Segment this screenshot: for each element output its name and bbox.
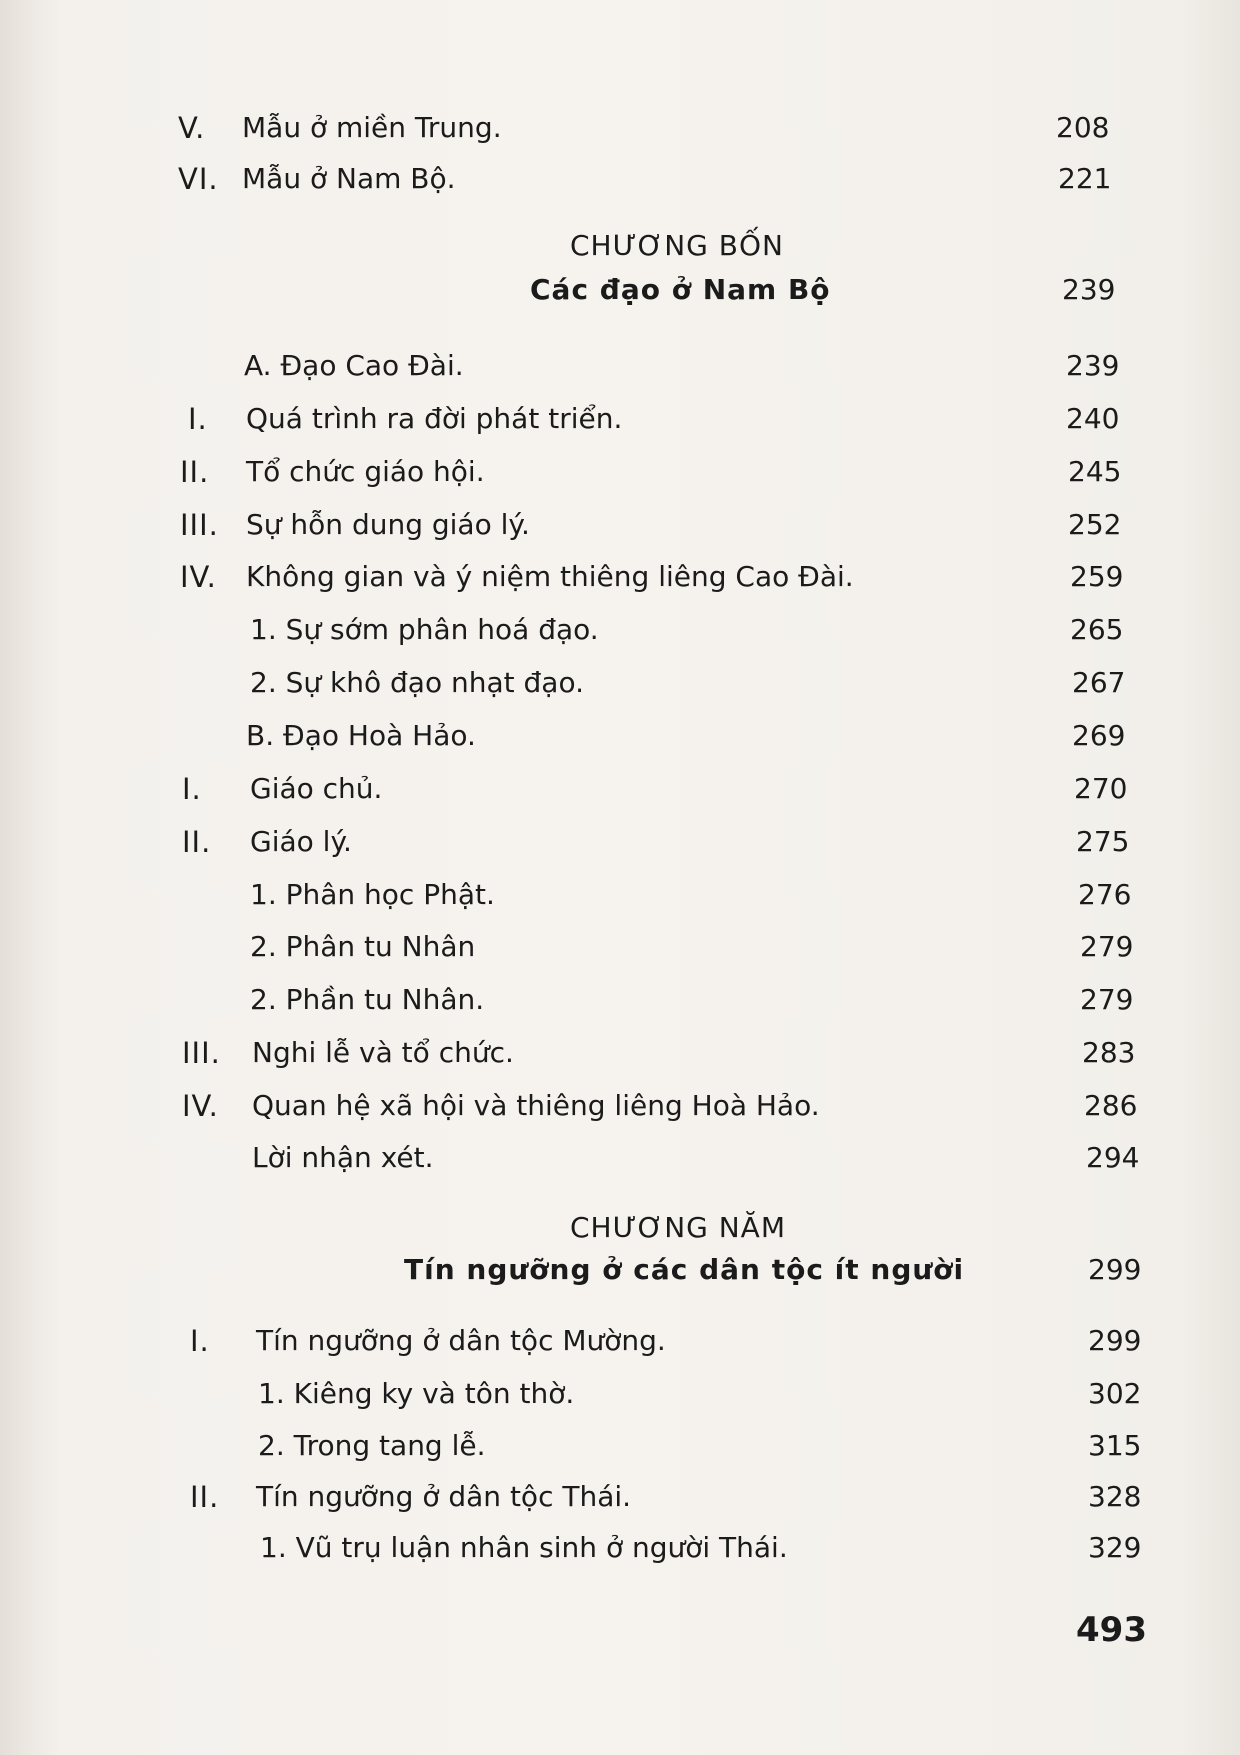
toc-entry (0, 604, 1240, 656)
toc-entry-title: Quan hệ xã hội và thiêng liêng Hoà Hảo. (252, 1089, 820, 1122)
toc-entry-title: 1. Phân học Phật. (250, 878, 495, 911)
toc-entry-page: 286 (1084, 1089, 1138, 1122)
toc-entry-title: Tổ chức giáo hội. (246, 455, 485, 488)
chapter-label: CHƯƠNG BỐN (570, 229, 784, 262)
toc-entry-page: 252 (1068, 508, 1122, 541)
toc-entry-page: 208 (1056, 111, 1110, 144)
chapter-label: CHƯƠNG NĂM (570, 1211, 786, 1244)
toc-entry (0, 551, 1240, 603)
toc-entry-number: II. (182, 825, 212, 859)
toc-entry (0, 1471, 1240, 1523)
chapter-page: 239 (1062, 273, 1116, 306)
toc-entry (0, 869, 1240, 921)
toc-entry-page: 276 (1078, 878, 1132, 911)
toc-entry-page: 265 (1070, 613, 1124, 646)
chapter-title: Các đạo ở Nam Bộ (530, 273, 831, 306)
toc-entry-title: Giáo lý. (250, 825, 352, 858)
toc-entry (0, 446, 1240, 498)
toc-entry-title: 2. Sự khô đạo nhạt đạo. (250, 666, 584, 699)
toc-entry-title: Quá trình ra đời phát triển. (246, 402, 623, 435)
toc-entry-page: 267 (1072, 666, 1126, 699)
toc-entry-page: 279 (1080, 930, 1134, 963)
chapter-title: Tín ngưỡng ở các dân tộc ít người (404, 1253, 965, 1286)
toc-entry-number: III. (180, 508, 219, 542)
toc-entry-number: II. (180, 455, 210, 489)
toc-entry-page: 245 (1068, 455, 1122, 488)
toc-entry-page: 315 (1088, 1429, 1142, 1462)
toc-entry (0, 499, 1240, 551)
toc-entry (0, 153, 1240, 205)
toc-entry (0, 393, 1240, 445)
toc-entry-number: II. (190, 1480, 220, 1514)
toc-entry-title: Giáo chủ. (250, 772, 383, 805)
toc-entry-number: IV. (182, 1089, 219, 1123)
toc-entry-page: 283 (1082, 1036, 1136, 1069)
toc-entry (0, 1368, 1240, 1420)
toc-entry (0, 1522, 1240, 1574)
toc-entry-number: IV. (180, 560, 217, 594)
toc-entry (0, 340, 1240, 392)
toc-entry (0, 1420, 1240, 1472)
toc-entry-number: III. (182, 1036, 221, 1070)
toc-entry-title: B. Đạo Hoà Hảo. (246, 719, 476, 752)
toc-entry-title: 2. Trong tang lễ. (258, 1429, 486, 1462)
toc-entry-title: Sự hỗn dung giáo lý. (246, 508, 530, 541)
page-number: 493 (1076, 1610, 1147, 1650)
toc-entry (0, 1080, 1240, 1132)
toc-entry-title: 1. Kiêng ky và tôn thờ. (258, 1377, 575, 1410)
toc-entry (0, 763, 1240, 815)
toc-entry-number: VI. (178, 162, 219, 196)
toc-entry-page: 275 (1076, 825, 1130, 858)
toc-entry-page: 240 (1066, 402, 1120, 435)
toc-entry-title: 2. Phần tu Nhân. (250, 983, 485, 1016)
toc-entry-title: A. Đạo Cao Đài. (244, 349, 464, 382)
toc-entry-page: 299 (1088, 1324, 1142, 1357)
toc-entry (0, 1027, 1240, 1079)
toc-entry (0, 1315, 1240, 1367)
toc-entry-title: 1. Vũ trụ luận nhân sinh ở người Thái. (260, 1531, 788, 1564)
toc-entry (0, 710, 1240, 762)
toc-entry (0, 974, 1240, 1026)
toc-entry-page: 270 (1074, 772, 1128, 805)
toc-entry-number: I. (182, 772, 202, 806)
toc-entry-number: I. (188, 402, 208, 436)
toc-entry-page: 294 (1086, 1141, 1140, 1174)
toc-entry (0, 921, 1240, 973)
toc-entry-title: Mẫu ở Nam Bộ. (242, 162, 456, 195)
toc-entry-title: 2. Phân tu Nhân (250, 930, 476, 963)
chapter-page: 299 (1088, 1253, 1142, 1286)
toc-entry (0, 816, 1240, 868)
toc-entry-page: 329 (1088, 1531, 1142, 1564)
toc-entry-page: 328 (1088, 1480, 1142, 1513)
toc-entry-title: 1. Sự sớm phân hoá đạo. (250, 613, 599, 646)
toc-entry-title: Không gian và ý niệm thiêng liêng Cao Đài. (246, 560, 854, 593)
toc-entry-number: I. (190, 1324, 210, 1358)
toc-entry-title: Tín ngưỡng ở dân tộc Mường. (256, 1324, 666, 1357)
toc-entry-page: 239 (1066, 349, 1120, 382)
toc-entry-page: 221 (1058, 162, 1112, 195)
toc-entry-page: 302 (1088, 1377, 1142, 1410)
toc-entry (0, 102, 1240, 154)
toc-entry (0, 1132, 1240, 1184)
toc-entry-page: 269 (1072, 719, 1126, 752)
toc-entry-page: 259 (1070, 560, 1124, 593)
toc-entry-title: Nghi lễ và tổ chức. (252, 1036, 514, 1069)
toc-entry (0, 657, 1240, 709)
toc-entry-page: 279 (1080, 983, 1134, 1016)
toc-entry-number: V. (178, 111, 206, 145)
toc-entry-title: Tín ngưỡng ở dân tộc Thái. (256, 1480, 632, 1513)
toc-entry-title: Mẫu ở miền Trung. (242, 111, 502, 144)
toc-entry-title: Lời nhận xét. (252, 1141, 434, 1174)
